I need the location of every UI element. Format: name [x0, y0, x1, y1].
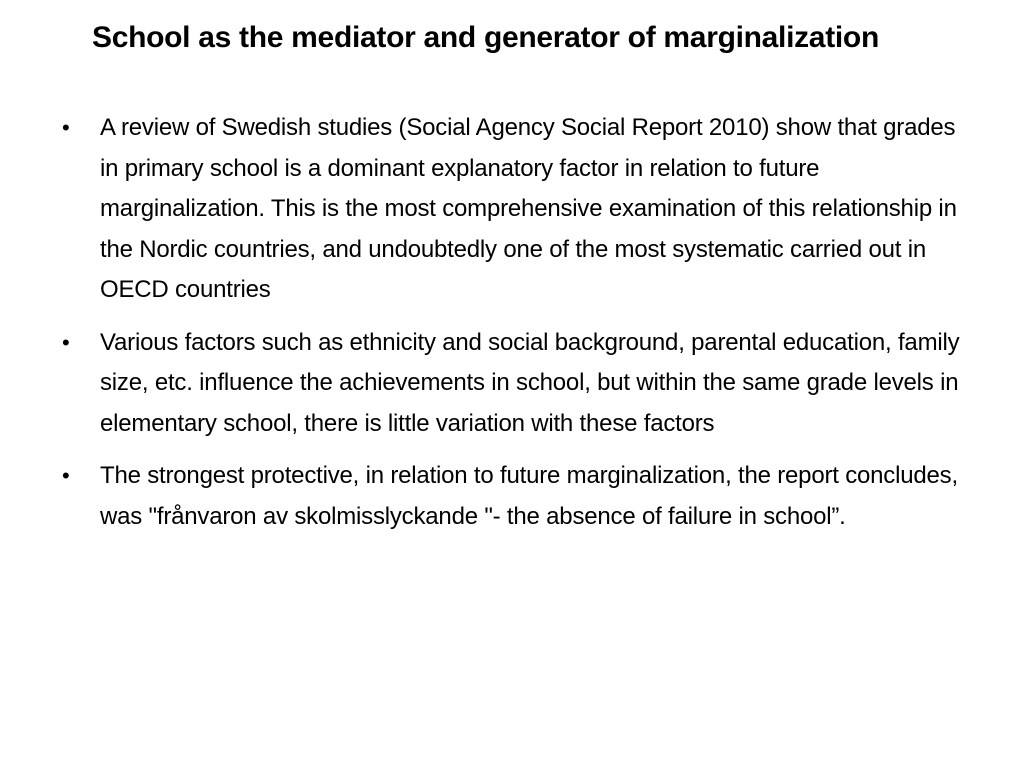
- bullet-text: The strongest protective, in relation to future marginalization, the report concludes, was "frånvaron av skolmisslyckande "- the absence of failure in school”.: [100, 462, 958, 530]
- slide-title: School as the mediator and generator of marginalization: [92, 21, 879, 54]
- bullet-text: Various factors such as ethnicity and social background, parental education, family size, etc. influence the achievements in school, but within the same grade levels in elementary school, there is little variation with these factors: [100, 328, 960, 437]
- bullet-text: A review of Swedish studies (Social Agency Social Report 2010) show that grades in primary school is a dominant explanatory factor in relation to future marginalization. This is the most comprehensive examination of this relationship in the Nordic countries, and undoubtedly one of the most systematic carried out in OECD countries: [100, 114, 957, 303]
- bullet-item: [62, 456, 962, 537]
- bullet-marker: •: [62, 115, 70, 140]
- bullet-item: [62, 323, 962, 445]
- bullet-marker: •: [62, 329, 70, 355]
- bullet-item: [62, 108, 962, 311]
- bullet-list: [62, 108, 962, 549]
- bullet-marker: •: [62, 463, 70, 488]
